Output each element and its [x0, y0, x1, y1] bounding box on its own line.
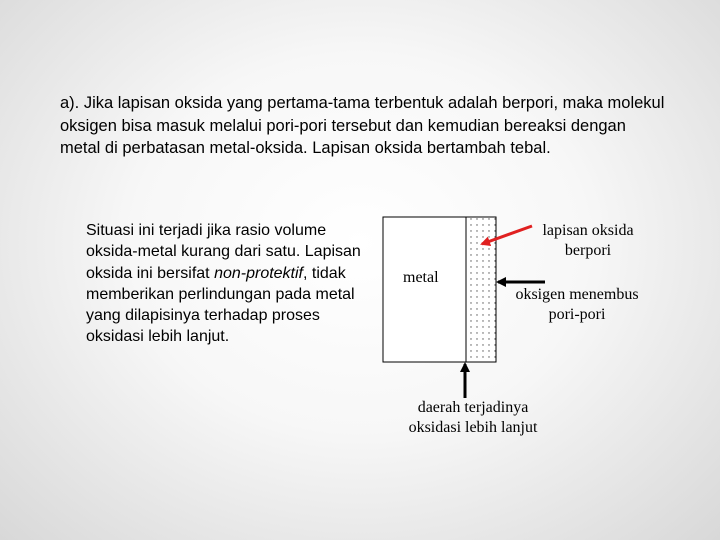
- porous-oxide-layer: [466, 217, 496, 362]
- metal-block: [383, 217, 466, 362]
- side-text-part1: Situasi ini terjadi jika rasio volume oksida-metal kurang dari satu. Lapisan oksida ini bersifat: [86, 222, 361, 282]
- side-text-part2: , tidak memberikan perlindungan pada metal yang dilapisinya terhadap proses oksidasi lebih lanjut.: [86, 264, 355, 346]
- oxygen-label: [505, 285, 649, 325]
- metal-label: metal: [403, 269, 439, 286]
- oxygen-label-line2: pori-pori: [548, 306, 606, 323]
- side-text-italic: non-protektif: [214, 264, 303, 282]
- reaction-zone-label-line1: daerah terjadinya: [417, 399, 529, 416]
- oxide-layer-label-line2: berpori: [564, 242, 612, 259]
- main-paragraph-text: a). Jika lapisan oksida yang pertama-tama terbentuk adalah berpori, maka molekul oksigen bisa masuk melalui pori-pori tersebut dan kemudian bereaksi dengan metal di perbatasan metal-oksida. Lapisan oksida bertambah tebal.: [60, 94, 665, 157]
- reaction-zone-label: [396, 398, 550, 438]
- oxygen-label-line1: oksigen menembus: [515, 286, 639, 303]
- reaction-zone-label-line2: oksidasi lebih lanjut: [408, 419, 538, 436]
- oxide-layer-label: [526, 221, 650, 261]
- oxide-layer-label-line1: lapisan oksida: [542, 222, 634, 239]
